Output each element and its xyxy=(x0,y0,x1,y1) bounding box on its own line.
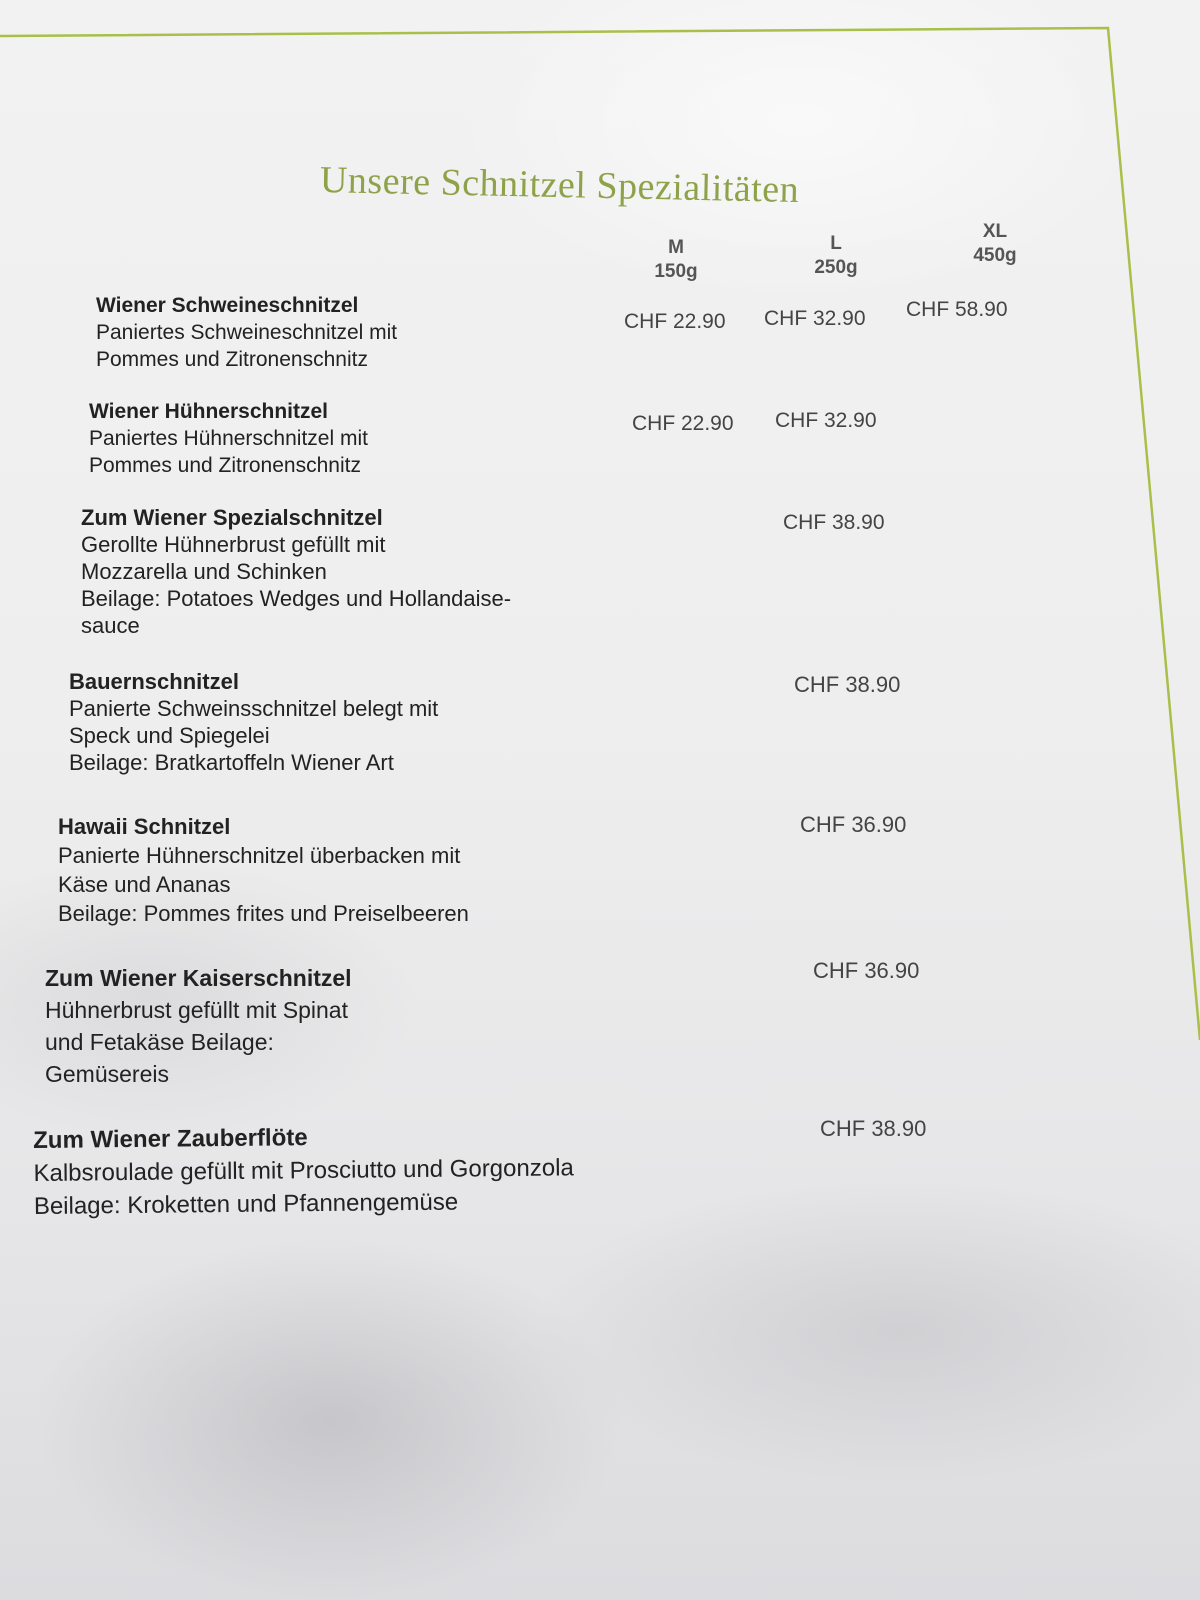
menu-item xyxy=(96,292,397,373)
menu-item-description: Paniertes Schweineschnitzel mit xyxy=(96,321,398,344)
menu-item-description: Käse und Ananas xyxy=(58,872,231,897)
size-weight: 450g xyxy=(973,245,1017,266)
menu-item-description: Kalbsroulade gefüllt mit Prosciutto und Gorgonzola xyxy=(33,1154,574,1187)
menu-item-description: Panierte Hühnerschnitzel überbacken mit xyxy=(58,843,461,868)
menu-item-name: Wiener Schweineschnitzel xyxy=(96,294,359,317)
size-weight: 150g xyxy=(654,261,698,282)
price-l: CHF 32.90 xyxy=(764,307,866,330)
menu-item xyxy=(81,504,511,639)
menu-item-description: Speck und Spiegelei xyxy=(69,723,270,748)
menu-item-description: und Fetakäse Beilage: xyxy=(45,1029,274,1055)
menu-item-description: Beilage: Potatoes Wedges und Hollandaise- xyxy=(81,586,512,611)
size-label: XL xyxy=(982,221,1008,242)
price-l: CHF 32.90 xyxy=(775,409,877,432)
price-m: CHF 22.90 xyxy=(624,310,726,333)
size-weight: 250g xyxy=(814,257,858,278)
menu-item-name: Wiener Hühnerschnitzel xyxy=(89,400,329,423)
menu-item-description: Hühnerbrust gefüllt mit Spinat xyxy=(45,997,348,1023)
menu-item-description: Mozzarella und Schinken xyxy=(81,559,327,584)
size-header-l xyxy=(796,232,876,280)
menu-item-description: Beilage: Kroketten und Pfannengemüse xyxy=(33,1188,459,1220)
size-header-xl xyxy=(955,220,1035,268)
price: CHF 36.90 xyxy=(813,958,920,983)
menu-item-description: Beilage: Bratkartoffeln Wiener Art xyxy=(69,750,394,775)
price: CHF 38.90 xyxy=(783,511,885,534)
price: CHF 36.90 xyxy=(800,812,907,837)
size-label: M xyxy=(668,237,684,258)
price: CHF 38.90 xyxy=(794,672,901,697)
size-label: L xyxy=(830,233,842,254)
menu-item-description: Beilage: Pommes frites und Preiselbeeren xyxy=(58,901,469,926)
menu-item xyxy=(45,962,352,1090)
menu-item-name: Zum Wiener Zauberflöte xyxy=(33,1124,308,1154)
menu-title: Unsere Schnitzel Spezialitäten xyxy=(319,159,800,212)
menu-item-description: Gemüsereis xyxy=(45,1061,169,1087)
price: CHF 38.90 xyxy=(820,1116,927,1141)
menu-item-name: Bauernschnitzel xyxy=(69,669,239,694)
price-xl: CHF 58.90 xyxy=(906,298,1008,321)
menu-item xyxy=(58,812,469,928)
menu-item-description: Paniertes Hühnerschnitzel mit xyxy=(89,427,368,450)
menu-item-description: sauce xyxy=(81,613,140,638)
menu-item-description: Pommes und Zitronenschnitz xyxy=(96,348,368,371)
menu-item xyxy=(69,668,438,776)
size-header-m xyxy=(636,236,716,284)
menu-item xyxy=(89,398,368,479)
menu-item-description: Panierte Schweinsschnitzel belegt mit xyxy=(69,696,439,721)
menu-item-name: Zum Wiener Spezialschnitzel xyxy=(81,505,383,530)
menu-item-name: Hawaii Schnitzel xyxy=(58,814,231,839)
menu-item xyxy=(33,1118,574,1223)
menu-item-name: Zum Wiener Kaiserschnitzel xyxy=(45,965,352,991)
menu-item-description: Gerollte Hühnerbrust gefüllt mit xyxy=(81,532,386,557)
menu-item-description: Pommes und Zitronenschnitz xyxy=(89,454,361,477)
price-m: CHF 22.90 xyxy=(632,412,734,435)
